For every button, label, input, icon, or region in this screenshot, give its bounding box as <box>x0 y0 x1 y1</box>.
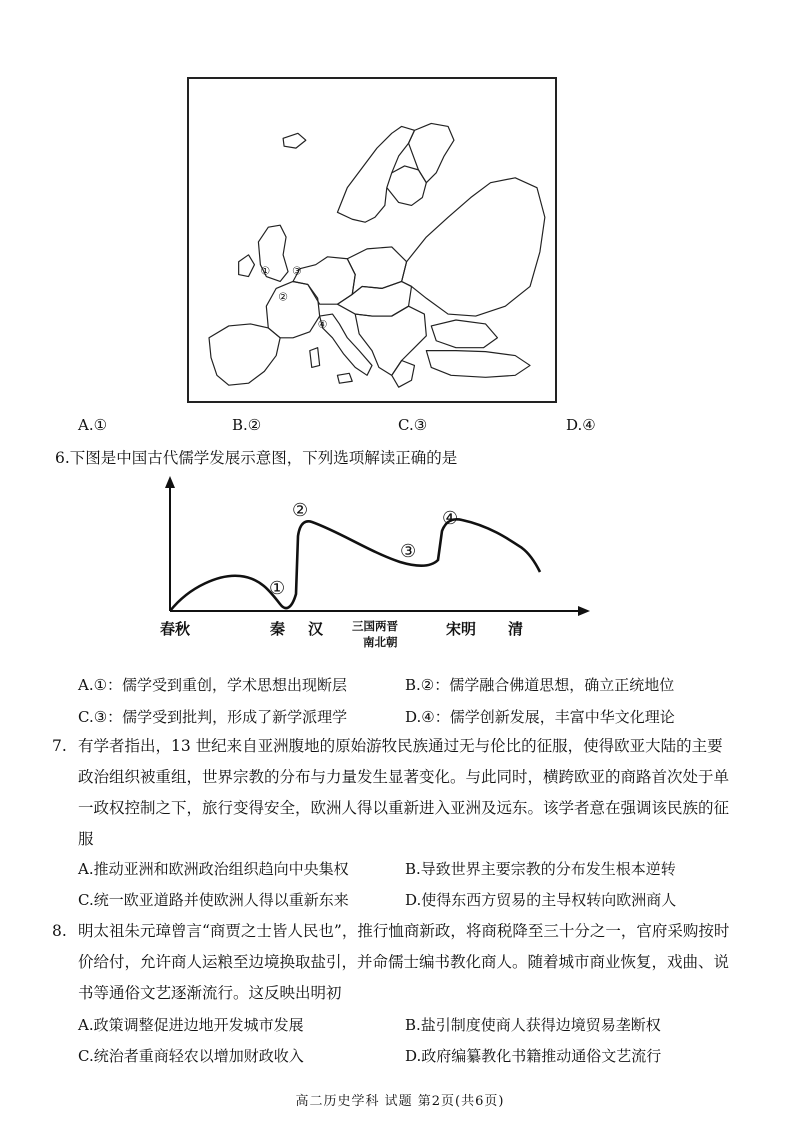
tick-qin: 秦 <box>270 620 286 638</box>
annotation-1: ① <box>269 578 286 599</box>
tick-songming: 宋明 <box>446 620 477 638</box>
q8-option-a[interactable]: A.政策调整促进边地开发城市发展 <box>78 1016 304 1034</box>
q8-option-c[interactable]: C.统治者重商轻农以增加财政收入 <box>78 1047 304 1065</box>
q6-option-d[interactable]: D.④：儒学创新发展，丰富中华文化理论 <box>405 708 675 726</box>
q6-option-b[interactable]: B.②：儒学融合佛道思想，确立正统地位 <box>405 676 675 694</box>
q5-option-a[interactable]: A.① <box>78 416 108 434</box>
q7-option-a[interactable]: A.推动亚洲和欧洲政治组织趋向中央集权 <box>78 860 349 878</box>
tick-sanguo-line2: 南北朝 <box>363 635 398 649</box>
confucianism-chart <box>150 476 590 666</box>
annotation-3: ③ <box>400 541 417 562</box>
europe-map <box>187 77 557 403</box>
q8-option-d[interactable]: D.政府编纂教化书籍推动通俗文艺流行 <box>405 1047 662 1065</box>
y-axis-arrow <box>165 476 175 488</box>
q5-option-b[interactable]: B.② <box>232 416 262 434</box>
q6-stem: 6.下图是中国古代儒学发展示意图，下列选项解读正确的是 <box>55 449 458 467</box>
q5-option-d[interactable]: D.④ <box>566 416 596 434</box>
map-marker-4: ④ <box>317 317 328 331</box>
tick-sanguo-line1: 三国两晋 <box>352 619 398 633</box>
q6-option-a[interactable]: A.①：儒学受到重创，学术思想出现断层 <box>78 676 348 694</box>
page-footer: 高二历史学科 试题 第2页(共6页) <box>295 1094 505 1109</box>
q6-option-c[interactable]: C.③：儒学受到批判，形成了新学派理学 <box>78 708 348 726</box>
annotation-2: ② <box>292 500 309 521</box>
q7-option-c[interactable]: C.统一欧亚道路并使欧洲人得以重新东来 <box>78 891 349 909</box>
tick-chunqiu: 春秋 <box>160 620 191 638</box>
map-marker-1: ① <box>260 264 271 278</box>
x-axis-arrow <box>578 606 590 616</box>
tick-han: 汉 <box>308 620 324 638</box>
annotation-4: ④ <box>442 508 459 529</box>
map-marker-3: ③ <box>291 264 302 278</box>
chart-series-line <box>170 519 540 611</box>
q7-number: 7. <box>52 737 67 755</box>
q8-option-b[interactable]: B.盐引制度使商人获得边境贸易垄断权 <box>405 1016 661 1034</box>
q7-option-d[interactable]: D.使得东西方贸易的主导权转向欧洲商人 <box>405 891 677 909</box>
q7-text: 有学者指出，13 世纪来自亚洲腹地的原始游牧民族通过无与伦比的征服，使得欧亚大陆的主要政治组织被重组，世界宗教的分布与力量发生显著变化。与此同时，横跨欧亚的商路首次处于单一政权控制之下，旅行变得安全，欧洲人得以重新进入亚洲及远东。该学者意在强调该民族的征服 <box>78 737 730 848</box>
map-marker-2: ② <box>278 290 288 304</box>
q8-text: 明太祖朱元璋曾言“商贾之士皆人民也”，推行恤商新政，将商税降至三十分之一，官府采购按时价给付，允许商人运粮至边境换取盐引，并命儒士编书教化商人。随着城市商业恢复，戏曲、说书等通俗文艺逐渐流行。这反映出明初 <box>78 922 730 1002</box>
chart-svg <box>150 476 590 666</box>
tick-qing: 清 <box>508 620 524 638</box>
q7-option-b[interactable]: B.导致世界主要宗教的分布发生根本逆转 <box>405 860 676 878</box>
q8-number: 8. <box>52 922 67 940</box>
europe-map-drawing <box>189 79 555 401</box>
q5-option-c[interactable]: C.③ <box>398 416 428 434</box>
